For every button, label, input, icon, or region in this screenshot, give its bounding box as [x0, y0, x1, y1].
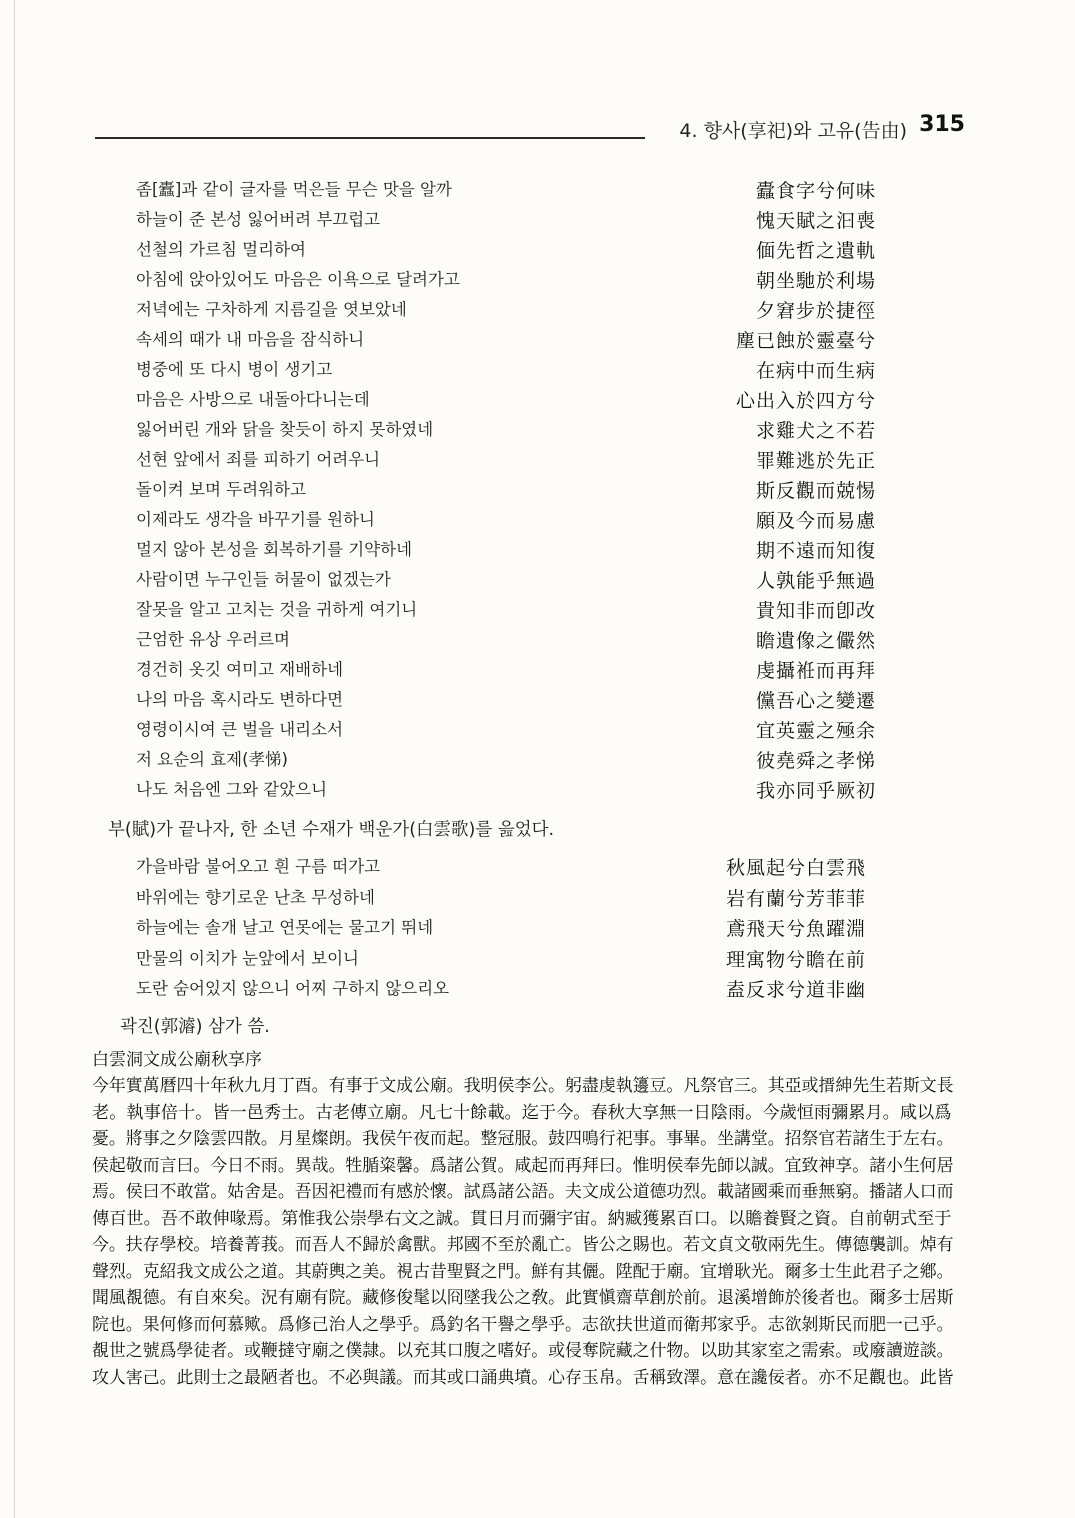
- hanja-original: 願及今而易慮: [755, 510, 876, 532]
- hanja-original: 夕窘步於捷徑: [755, 300, 876, 322]
- verse-line: [136, 446, 876, 476]
- hanmun-line: 覩世之號爲學徒者。或鞭撻守廟之僕隷。以充其口腹之嗜好。或侵奪院藏之什物。以助其家室之需索。或廢讀遊談。: [92, 1341, 954, 1361]
- verse-line: [136, 536, 876, 566]
- korean-translation: 선현 앞에서 죄를 피하기 어려우니: [136, 450, 381, 469]
- verse-line: [136, 884, 866, 914]
- hanmun-line: 聲烈。克紹我文成公之道。其蔚輿之美。視古昔聖賢之門。鮮有其儷。陞配于廟。宜增耿光。爾多士生此君子之鄕。: [92, 1261, 954, 1282]
- hanmun-line: 焉。侯曰不敢當。姑舍是。吾因祀禮而有感於懷。試爲諸公語。夫文成公道德功烈。載諸國乘而垂無窮。播諸人口而: [92, 1182, 954, 1202]
- verse-line: [136, 476, 876, 506]
- korean-translation: 저 요순의 효제(孝悌): [136, 750, 288, 769]
- korean-translation: 경건히 옷깃 여미고 재배하네: [136, 660, 344, 679]
- hanja-original: 偭先哲之遺軌: [755, 240, 876, 262]
- korean-translation: 멀지 않아 본성을 회복하기를 기약하네: [136, 540, 413, 559]
- korean-translation: 하늘이 준 본성 잃어버려 부끄럽고: [136, 210, 381, 229]
- hanja-original: 人孰能乎無過: [755, 570, 876, 592]
- korean-translation: 도란 숨어있지 않으니 어찌 구하지 않으리오: [136, 979, 450, 998]
- korean-translation: 마음은 사방으로 내돌아다니는데: [136, 390, 370, 409]
- korean-translation: 영령이시여 큰 벌을 내리소서: [136, 720, 344, 739]
- korean-translation: 하늘에는 솔개 날고 연못에는 물고기 뛰네: [136, 918, 434, 937]
- hanja-original: 在病中而生病: [755, 360, 876, 382]
- hanja-original: 愧天賦之汩喪: [755, 210, 876, 232]
- hanja-original: 蠹食字兮何味: [755, 180, 876, 202]
- verse-line: [136, 914, 866, 944]
- verse-line: [136, 776, 876, 806]
- prose-line-1: 부(賦)가 끝나자, 한 소년 수재가 백운가(白雲歌)를 읊었다.: [108, 820, 555, 840]
- binding-margin-line: [14, 0, 15, 1518]
- hanja-original: 罪難逃於先正: [755, 450, 876, 472]
- hanmun-line: 老。執事倍十。皆一邑秀士。古老傳立廟。凡七十餘載。迄于今。春秋大享無一日陰雨。今歲恒雨彌累月。咸以爲: [92, 1102, 952, 1123]
- hanja-original: 朝坐馳於利場: [755, 270, 876, 292]
- hanja-original: 宜英靈之殛余: [755, 720, 876, 742]
- korean-translation: 아침에 앉아있어도 마음은 이욕으로 달려가고: [136, 270, 460, 289]
- verse-line: [136, 326, 876, 356]
- verse-line: [136, 686, 876, 716]
- hanja-original: 盍反求兮道非幽: [725, 979, 866, 1001]
- verse-line: [136, 656, 876, 686]
- verse-line: [136, 746, 876, 776]
- page-number: 315: [919, 112, 965, 137]
- hanja-original: 鳶飛天兮魚躍淵: [725, 918, 866, 940]
- hanmun-line: 攻人害己。此則士之最陋者也。不必與議。而其或口誦典墳。心存玉帛。舌稱致澤。意在讒佞者。亦不足觀也。此皆: [92, 1367, 954, 1388]
- hanja-original: 岩有蘭兮芳菲菲: [725, 887, 866, 910]
- korean-translation: 근엄한 유상 우러르며: [136, 630, 290, 649]
- verse-line: [136, 853, 866, 883]
- korean-translation: 속세의 때가 내 마음을 잠식하니: [136, 330, 365, 349]
- korean-translation: 사람이면 누구인들 허물이 없겠는가: [136, 570, 391, 589]
- korean-translation: 병중에 또 다시 병이 생기고: [136, 360, 333, 379]
- verse-line: [136, 716, 876, 746]
- verse-line: [136, 566, 876, 596]
- hanja-original: 秋風起兮白雲飛: [725, 857, 866, 879]
- hanmun-line: 今年實萬曆四十年秋九月丁酉。有事于文成公廟。我明侯李公。躬盡虔執籩豆。凡祭官三。其亞或搢紳先生若斯文長: [92, 1076, 954, 1096]
- hanja-original: 期不遠而知復: [755, 540, 876, 562]
- korean-translation: 선철의 가르침 멀리하여: [136, 240, 306, 259]
- verse-line: [136, 386, 876, 416]
- korean-translation: 나의 마음 혹시라도 변하다면: [136, 690, 344, 709]
- verse-line: [136, 945, 866, 975]
- verse-line: [136, 176, 876, 206]
- section-title: 白雲洞文成公廟秋享序: [92, 1050, 262, 1070]
- korean-translation: 저녁에는 구차하게 지름길을 엿보았네: [136, 300, 407, 319]
- hanja-original: 我亦同乎厥初: [755, 780, 876, 802]
- header-rule: [95, 137, 645, 139]
- hanja-original: 理寓物兮瞻在前: [725, 948, 866, 971]
- korean-translation: 바위에는 향기로운 난초 무성하네: [136, 887, 375, 907]
- verse-line: [136, 236, 876, 266]
- korean-translation: 이제라도 생각을 바꾸기를 원하니: [136, 510, 375, 529]
- prose-line-2: 곽진(郭𤀹) 삼가 씀.: [120, 1017, 270, 1037]
- verse-line: [136, 356, 876, 386]
- verse-line: [136, 296, 876, 326]
- hanja-original: 虔攝袵而再拜: [755, 660, 876, 682]
- hanja-original: 貴知非而卽改: [755, 600, 876, 622]
- verse-line: [136, 975, 866, 1005]
- hanmun-line: 院也。果何修而何慕歟。爲修己治人之學乎。爲釣名干譽之學乎。志欲扶世道而衛邦家乎。志欲剝斯民而肥一己乎。: [92, 1314, 954, 1335]
- hanja-original: 塵已蝕於靈臺兮: [735, 330, 876, 352]
- hanja-original: 心出入於四方兮: [735, 390, 876, 412]
- verse-line: [136, 506, 876, 536]
- korean-translation: 돌이켜 보며 두려워하고: [136, 480, 306, 499]
- korean-translation: 가을바람 불어오고 흰 구름 떠가고: [136, 857, 381, 876]
- hanmun-line: 侯起敬而言曰。今日不雨。異哉。牲腯粢馨。爲諸公賀。咸起而再拜曰。惟明侯奉先師以誠。宜致神享。諸小生何居: [92, 1155, 954, 1176]
- hanmun-line: 聞風覩德。有自來矣。況有廟有院。藏修俊髦以冏墜我公之敎。此實愼齋草創於前。退溪增飾於後者也。爾多士居斯: [92, 1288, 954, 1308]
- running-header: [95, 112, 965, 148]
- hanmun-line: 憂。將事之夕陰雲四散。月星燦朗。我侯午夜而起。整冠服。鼓四鳴行祀事。事畢。坐講堂。招祭官若諸生于左右。: [92, 1129, 954, 1149]
- hanja-original: 求雞犬之不若: [755, 420, 876, 442]
- hanmun-line: 今。扶存學校。培養菁莪。而吾人不歸於禽獸。邦國不至於亂亡。皆公之賜也。若文貞文敬兩先生。傳德襲訓。焯有: [92, 1235, 954, 1255]
- hanja-original: 儻吾心之變遷: [755, 690, 876, 712]
- verse-line: [136, 416, 876, 446]
- hanmun-line: 傳百世。吾不敢伸喙焉。第惟我公崇學右文之誠。貫日月而彌宇宙。納臧獲累百口。以贍養賢之資。自前朝式至于: [92, 1208, 952, 1229]
- chapter-title: 4. 향사(享祀)와 고유(告由): [679, 120, 907, 142]
- verse-line: [136, 626, 876, 656]
- hanja-original: 彼堯舜之孝悌: [755, 750, 876, 772]
- korean-translation: 잘못을 알고 고치는 것을 귀하게 여기니: [136, 600, 418, 619]
- hanja-original: 瞻遺像之儼然: [755, 630, 876, 652]
- korean-translation: 좀[蠹]과 같이 글자를 먹은들 무슨 맛을 알까: [136, 180, 452, 199]
- korean-translation: 나도 처음엔 그와 같았으니: [136, 780, 328, 799]
- verse-line: [136, 596, 876, 626]
- hanja-original: 斯反觀而兢惕: [755, 480, 876, 502]
- korean-translation: 잃어버린 개와 닭을 찾듯이 하지 못하였네: [136, 420, 434, 439]
- verse-line: [136, 266, 876, 296]
- verse-line: [136, 206, 876, 236]
- korean-translation: 만물의 이치가 눈앞에서 보이니: [136, 948, 359, 968]
